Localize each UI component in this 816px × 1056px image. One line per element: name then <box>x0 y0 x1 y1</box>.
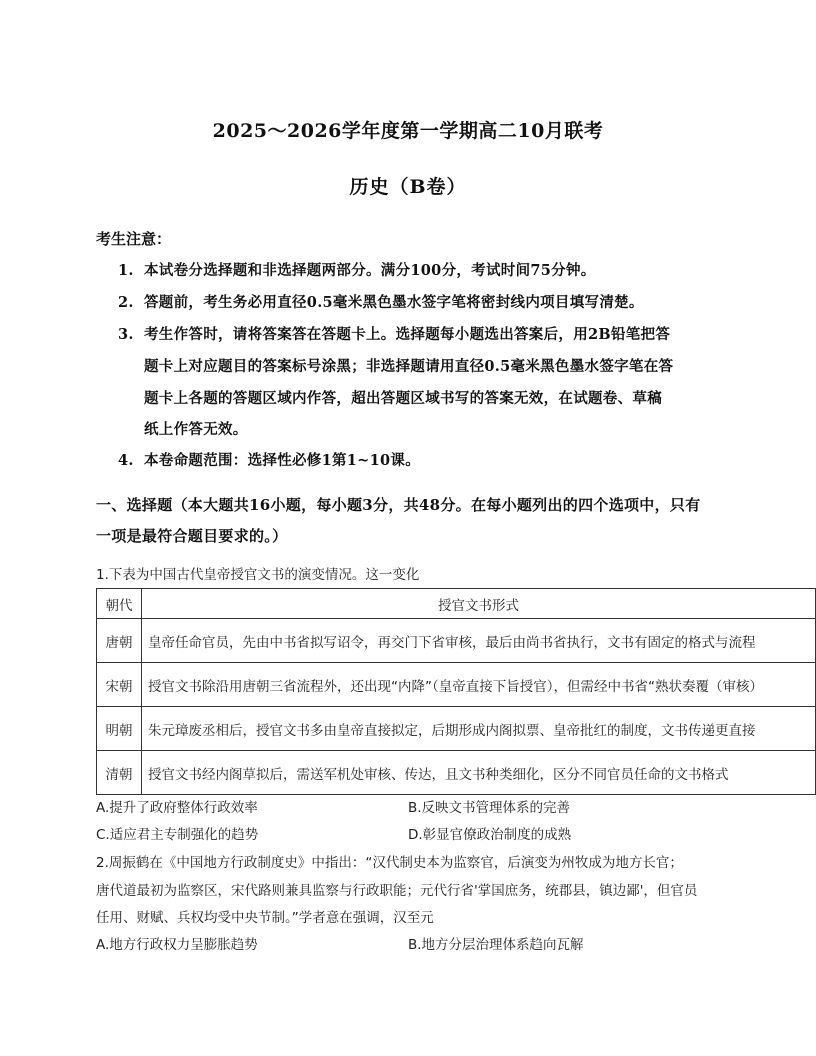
question-2-stem-line-1: 2.周振鹤在《中国地方行政制度史》中指出：“汉代制史本为监察官，后演变为州牧成为地方长官； <box>96 855 683 871</box>
table-cell-form: 授官文书除沿用唐朝三省流程外，还出现“内降”（皇帝直接下旨授官），但需经中书省“熟状奏覆（审核） <box>142 663 816 707</box>
table-header-dynasty: 朝代 <box>97 589 142 619</box>
table-row <box>97 663 816 707</box>
notice-item-1 <box>118 255 718 287</box>
question-1-option-b[interactable]: B.反映文书管理体系的完善 <box>408 800 571 816</box>
table-cell-dynasty: 明朝 <box>97 707 142 751</box>
notice-item-number: 3. <box>118 326 134 343</box>
notice-item-4 <box>118 445 718 477</box>
table-header-form: 授官文书形式 <box>142 589 816 619</box>
table-cell-form: 皇帝任命官员，先由中书省拟写诏令，再交门下省审核，最后由尚书省执行，文书有固定的格式与流程 <box>142 619 816 663</box>
question-2-option-b[interactable]: B.地方分层治理体系趋向瓦解 <box>408 937 584 953</box>
table-row <box>97 619 816 663</box>
notice-item-text: 考生作答时，请将答案答在答题卡上。选择题每小题选出答案后，用2B铅笔把答 <box>144 326 671 343</box>
question-1-option-c[interactable]: C.适应君主专制强化的趋势 <box>96 827 259 843</box>
question-1-stem: 1.下表为中国古代皇帝授官文书的演变情况。这一变化 <box>96 567 420 583</box>
table-cell-form: 朱元璋废丞相后，授官文书多由皇帝直接拟定，后期形成内阁拟票、皇帝批红的制度，文书传递更直接 <box>142 707 816 751</box>
section-heading <box>96 490 726 552</box>
notice-item-text: 纸上作答无效。 <box>144 421 248 438</box>
notice-item-text: 本试卷分选择题和非选择题两部分。满分100分，考试时间75分钟。 <box>144 262 596 279</box>
notice-item-3 <box>118 319 718 351</box>
table-cell-dynasty: 清朝 <box>97 751 142 795</box>
section-heading-line: 一项是最符合题目要求的。） <box>96 527 288 545</box>
notice-item-number: 4. <box>118 452 134 469</box>
table-cell-dynasty: 宋朝 <box>97 663 142 707</box>
notice-heading: 考生注意： <box>96 230 172 248</box>
table-cell-dynasty: 唐朝 <box>97 619 142 663</box>
table-cell-form: 授官文书经内阁草拟后，需送军机处审核、传达，且文书种类细化，区分不同官员任命的文书格式 <box>142 751 816 795</box>
exam-subtitle: 历史（B卷） <box>349 176 467 198</box>
notice-item-number: 1. <box>118 262 134 279</box>
section-heading-line: 一、选择题（本大题共16小题，每小题3分，共48分。在每小题列出的四个选项中，只有 <box>96 496 701 514</box>
question-2-stem-line-3: 任用、财赋、兵权均受中央节制。”学者意在强调，汉至元 <box>96 910 434 926</box>
notice-item-text: 本卷命题范围：选择性必修1第1~10课。 <box>144 452 421 469</box>
notice-item-number: 2. <box>118 294 134 311</box>
table-row <box>97 751 816 795</box>
question-2-stem-line-2: 唐代道最初为监察区，宋代路则兼具监察与行政职能；元代行省'掌国庶务，统郡县，镇边鄙'，但官员 <box>96 883 698 899</box>
table-header-row <box>97 589 816 619</box>
question-1-option-d[interactable]: D.彰显官僚政治制度的成熟 <box>408 827 572 843</box>
notice-item-2 <box>118 287 718 319</box>
table-row <box>97 707 816 751</box>
question-1-table <box>96 588 816 795</box>
notice-item-3-continuation <box>144 351 724 446</box>
notice-item-text: 题卡上对应题目的答案标号涂黑；非选择题请用直径0.5毫米黑色墨水签字笔在答 <box>144 358 674 375</box>
question-1-option-a[interactable]: A.提升了政府整体行政效率 <box>96 800 258 816</box>
notice-item-text: 答题前，考生务必用直径0.5毫米黑色墨水签字笔将密封线内项目填写清楚。 <box>144 294 644 311</box>
question-2-option-a[interactable]: A.地方行政权力呈膨胀趋势 <box>96 937 258 953</box>
exam-title: 2025～2026学年度第一学期高二10月联考 <box>212 120 604 142</box>
notice-item-text: 题卡上各题的答题区域内作答，超出答题区域书写的答案无效，在试题卷、草稿 <box>144 389 662 407</box>
